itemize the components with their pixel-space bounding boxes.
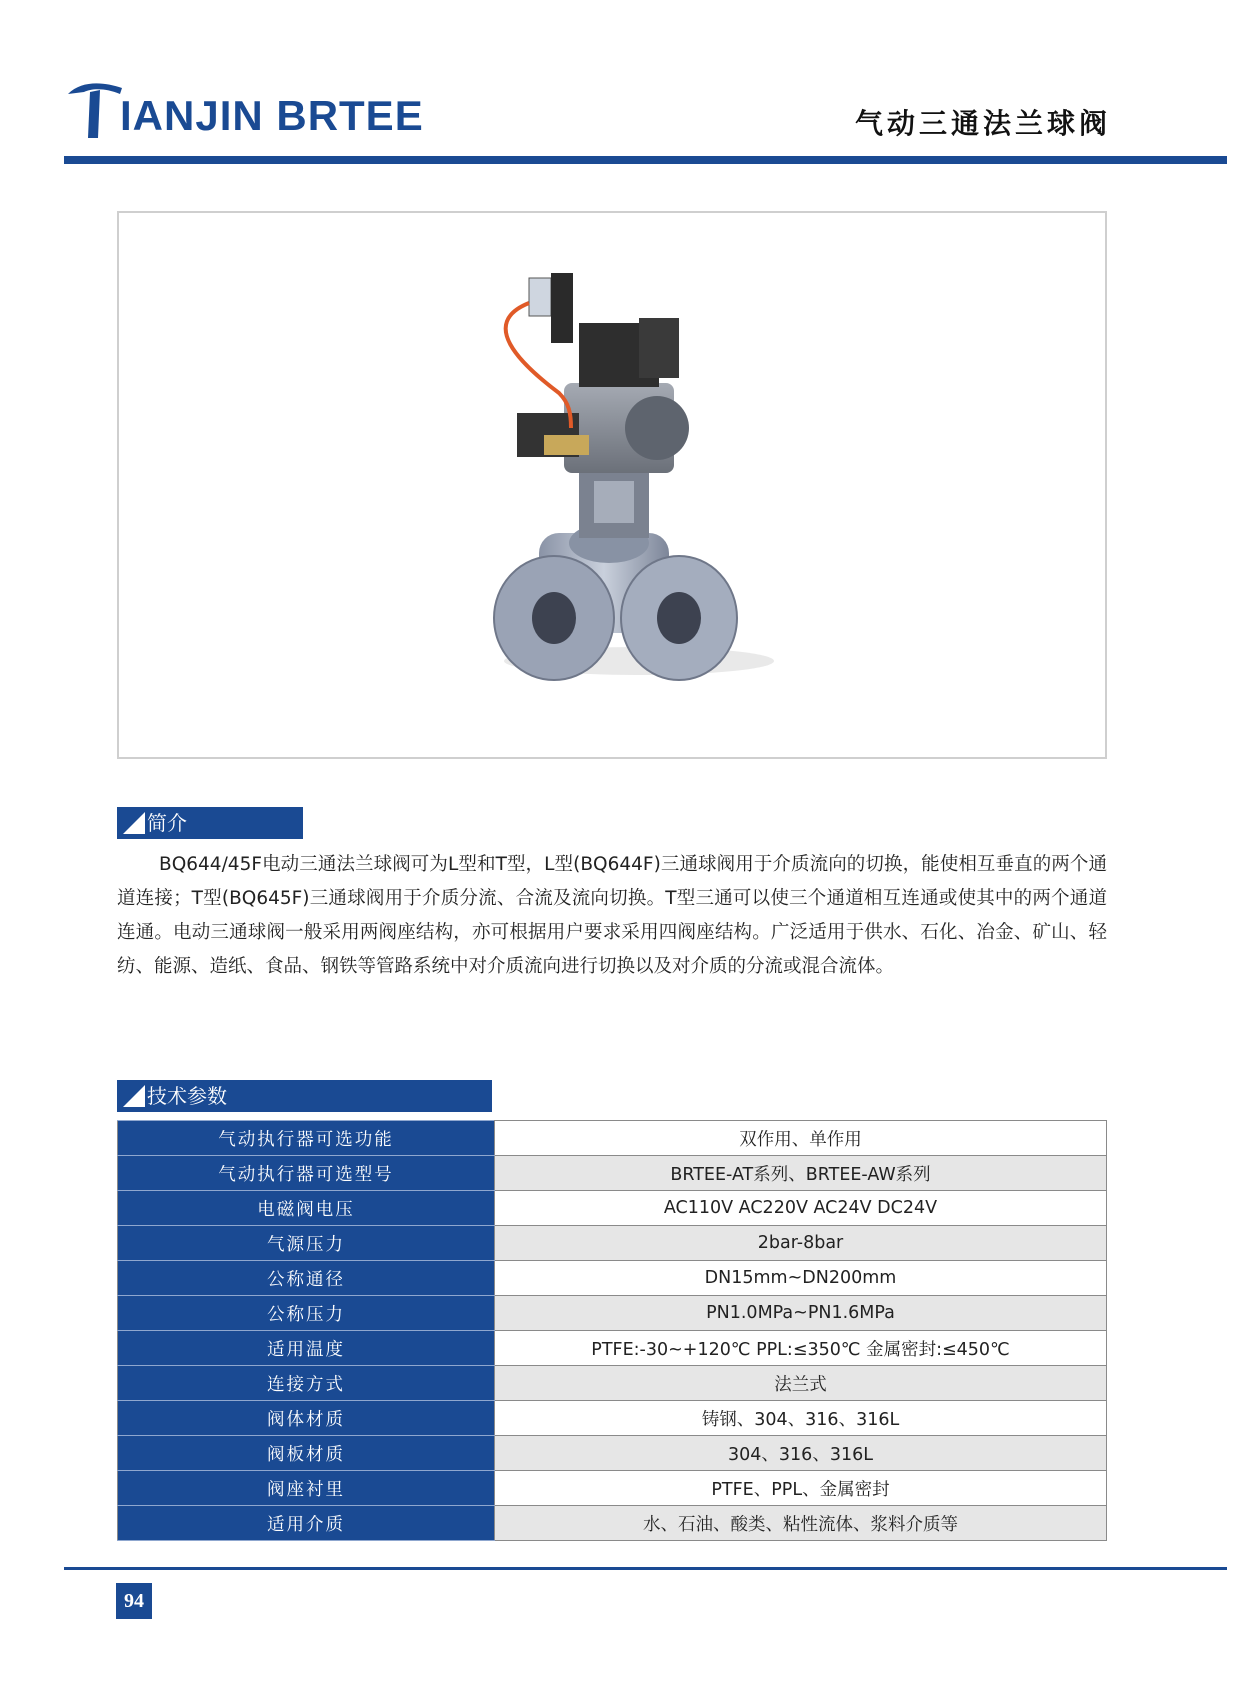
spec-value: AC110V AC220V AC24V DC24V [495, 1191, 1107, 1226]
spec-value: BRTEE-AT系列、BRTEE-AW系列 [495, 1156, 1107, 1191]
product-photo-frame [117, 211, 1107, 759]
table-row [118, 1261, 1107, 1296]
spec-key: 阀板材质 [118, 1436, 495, 1471]
intro-section-header [117, 807, 303, 839]
page-title: 气动三通法兰球阀 [854, 107, 1111, 140]
table-row [118, 1366, 1107, 1401]
spec-key: 适用介质 [118, 1506, 495, 1541]
specs-section-header [117, 1080, 492, 1112]
spec-value: 水、石油、酸类、粘性流体、浆料介质等 [495, 1506, 1107, 1541]
header-divider [64, 156, 1227, 164]
table-row [118, 1506, 1107, 1541]
spec-value: 法兰式 [495, 1366, 1107, 1401]
table-row [118, 1296, 1107, 1331]
table-row [118, 1226, 1107, 1261]
spec-key: 公称通径 [118, 1261, 495, 1296]
spec-value: 304、316、316L [495, 1436, 1107, 1471]
spec-value: PN1.0MPa~PN1.6MPa [495, 1296, 1107, 1331]
spec-key: 气动执行器可选型号 [118, 1156, 495, 1191]
brand-name: IANJIN BRTEE [120, 92, 424, 139]
spec-key: 连接方式 [118, 1366, 495, 1401]
spec-value: 双作用、单作用 [495, 1121, 1107, 1156]
spec-value: PTFE、PPL、金属密封 [495, 1471, 1107, 1506]
spec-key: 阀座衬里 [118, 1471, 495, 1506]
intro-paragraph: BQ644/45F电动三通法兰球阀可为L型和T型，L型(BQ644F)三通球阀用于介质流向的切换，能使相互垂直的两个通道连接；T型(BQ645F)三通球阀用于介质分流、合流及流向切换。T型三通可以使三个通道相互连通或使其中的两个通道连通。电动三通球阀一般采用两阀座结构，亦可根据用户要求采用四阀座结构。广泛适用于供水、石化、冶金、矿山、轻纺、能源、造纸、食品、钢铁等管路系统中对介质流向进行切换以及对介质的分流或混合流体。 [117, 854, 1107, 977]
brand-logo [64, 78, 444, 142]
spec-key: 适用温度 [118, 1331, 495, 1366]
spec-value: PTFE:-30~+120℃ PPL:≤350℃ 金属密封:≤450℃ [495, 1331, 1107, 1366]
table-row [118, 1436, 1107, 1471]
spec-key: 气源压力 [118, 1226, 495, 1261]
logo-t-icon [64, 78, 124, 142]
pneumatic-ball-valve-image [119, 213, 1105, 757]
footer-divider [64, 1567, 1227, 1570]
spec-value: 铸钢、304、316、316L [495, 1401, 1107, 1436]
spec-key: 电磁阀电压 [118, 1191, 495, 1226]
spec-key: 阀体材质 [118, 1401, 495, 1436]
section-marker-icon [123, 812, 145, 834]
spec-key: 气动执行器可选功能 [118, 1121, 495, 1156]
table-row [118, 1156, 1107, 1191]
section-marker-icon [123, 1085, 145, 1107]
intro-heading: 简介 [147, 811, 187, 835]
table-row [118, 1401, 1107, 1436]
table-row [118, 1121, 1107, 1156]
table-row [118, 1471, 1107, 1506]
page-number: 94 [116, 1583, 152, 1619]
specs-table [117, 1120, 1107, 1541]
specs-heading: 技术参数 [147, 1084, 227, 1108]
spec-key: 公称压力 [118, 1296, 495, 1331]
spec-value: DN15mm~DN200mm [495, 1261, 1107, 1296]
table-row [118, 1191, 1107, 1226]
spec-value: 2bar-8bar [495, 1226, 1107, 1261]
table-row [118, 1331, 1107, 1366]
